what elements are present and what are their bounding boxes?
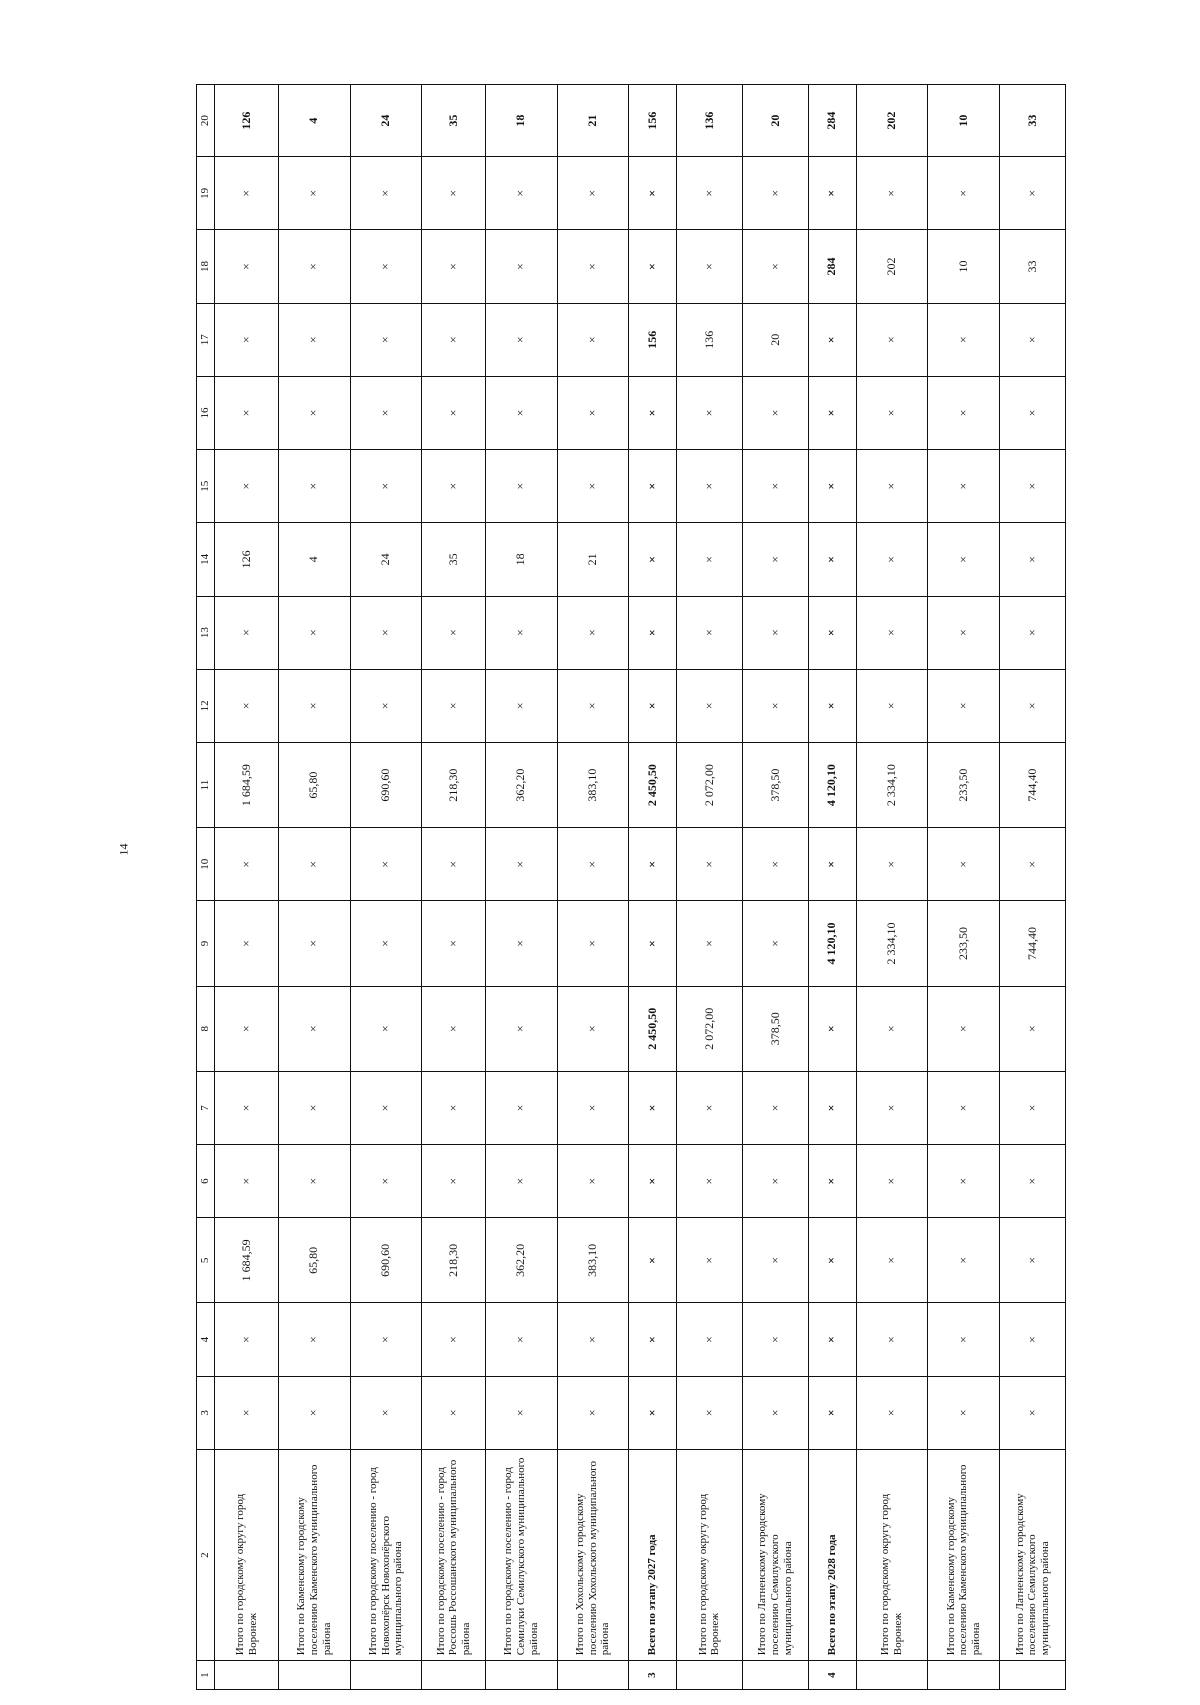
- value-cell: 10: [928, 230, 1000, 303]
- value-cell: ×: [557, 230, 629, 303]
- value-cell: 2 334,10: [856, 901, 928, 986]
- value-cell: ×: [742, 376, 808, 449]
- header-row: [197, 85, 215, 1690]
- value-cell: ×: [557, 1376, 629, 1449]
- value-cell: ×: [999, 303, 1065, 376]
- row-label-cell: Всего по этапу 2027 года: [629, 1449, 677, 1660]
- table-row: [215, 85, 279, 1690]
- value-cell: ×: [676, 157, 742, 230]
- row-label-cell: Итого по городскому поселению - город Россошь Россошанского муниципального района: [422, 1449, 486, 1660]
- value-cell: ×: [928, 1218, 1000, 1303]
- value-cell: ×: [808, 303, 856, 376]
- value-cell: ×: [278, 450, 350, 523]
- row-number-cell: [676, 1661, 742, 1690]
- header-cell: 2: [197, 1449, 215, 1660]
- value-cell: ×: [856, 986, 928, 1071]
- header-cell: 7: [197, 1071, 215, 1144]
- value-cell: ×: [278, 1303, 350, 1376]
- header-cell: 12: [197, 669, 215, 742]
- value-cell: ×: [629, 1218, 677, 1303]
- value-cell: 383,10: [557, 1218, 629, 1303]
- value-cell: ×: [742, 901, 808, 986]
- table-row: [676, 85, 742, 1690]
- value-cell: 202: [856, 85, 928, 157]
- value-cell: ×: [676, 1376, 742, 1449]
- table-row: [422, 85, 486, 1690]
- value-cell: ×: [485, 230, 557, 303]
- value-cell: ×: [808, 157, 856, 230]
- value-cell: ×: [422, 1071, 486, 1144]
- value-cell: 65,80: [278, 742, 350, 827]
- value-cell: 284: [808, 85, 856, 157]
- header-cell: 17: [197, 303, 215, 376]
- table-row: [485, 85, 557, 1690]
- value-cell: 4: [278, 523, 350, 596]
- value-cell: ×: [422, 596, 486, 669]
- value-cell: ×: [856, 376, 928, 449]
- header-cell: 5: [197, 1218, 215, 1303]
- value-cell: 2 072,00: [676, 742, 742, 827]
- value-cell: ×: [742, 1376, 808, 1449]
- value-cell: 65,80: [278, 1218, 350, 1303]
- value-cell: ×: [629, 1303, 677, 1376]
- value-cell: 233,50: [928, 742, 1000, 827]
- value-cell: ×: [856, 157, 928, 230]
- value-cell: ×: [485, 450, 557, 523]
- table-row: [742, 85, 808, 1690]
- header-cell: 14: [197, 523, 215, 596]
- value-cell: ×: [856, 1376, 928, 1449]
- value-cell: 24: [350, 85, 422, 157]
- value-cell: ×: [928, 828, 1000, 901]
- value-cell: ×: [422, 1376, 486, 1449]
- value-cell: ×: [999, 986, 1065, 1071]
- value-cell: ×: [742, 523, 808, 596]
- value-cell: ×: [422, 157, 486, 230]
- value-cell: 33: [999, 85, 1065, 157]
- value-cell: ×: [485, 1303, 557, 1376]
- table-row: [808, 85, 856, 1690]
- value-cell: 33: [999, 230, 1065, 303]
- value-cell: ×: [278, 596, 350, 669]
- value-cell: 156: [629, 303, 677, 376]
- value-cell: 284: [808, 230, 856, 303]
- value-cell: 690,60: [350, 1218, 422, 1303]
- value-cell: ×: [557, 1145, 629, 1218]
- value-cell: ×: [422, 376, 486, 449]
- table-row: [557, 85, 629, 1690]
- value-cell: 35: [422, 85, 486, 157]
- header-cell: 13: [197, 596, 215, 669]
- row-number-cell: [350, 1661, 422, 1690]
- row-label-cell: Итого по Каменскому городскому поселению Каменского муниципального района: [278, 1449, 350, 1660]
- value-cell: ×: [557, 901, 629, 986]
- row-label-cell: Всего по этапу 2028 года: [808, 1449, 856, 1660]
- value-cell: ×: [999, 450, 1065, 523]
- value-cell: ×: [808, 1071, 856, 1144]
- page-number: 14: [116, 843, 131, 856]
- header-cell: 1: [197, 1661, 215, 1690]
- value-cell: ×: [808, 1303, 856, 1376]
- value-cell: ×: [557, 1071, 629, 1144]
- row-number-cell: [278, 1661, 350, 1690]
- value-cell: ×: [676, 669, 742, 742]
- row-label-cell: Итого по Хохольскому городскому поселению Хохольского муниципального района: [557, 1449, 629, 1660]
- row-number-cell: [557, 1661, 629, 1690]
- value-cell: ×: [557, 1303, 629, 1376]
- value-cell: ×: [485, 1376, 557, 1449]
- value-cell: ×: [856, 828, 928, 901]
- value-cell: ×: [422, 669, 486, 742]
- value-cell: 136: [676, 85, 742, 157]
- value-cell: ×: [215, 230, 279, 303]
- value-cell: ×: [856, 1303, 928, 1376]
- header-cell: 16: [197, 376, 215, 449]
- row-number-cell: [999, 1661, 1065, 1690]
- value-cell: ×: [215, 450, 279, 523]
- value-cell: 218,30: [422, 1218, 486, 1303]
- header-cell: 6: [197, 1145, 215, 1218]
- value-cell: 4: [278, 85, 350, 157]
- value-cell: ×: [422, 450, 486, 523]
- value-cell: ×: [629, 901, 677, 986]
- value-cell: ×: [742, 157, 808, 230]
- value-cell: 744,40: [999, 901, 1065, 986]
- value-cell: 21: [557, 85, 629, 157]
- value-cell: ×: [485, 157, 557, 230]
- value-cell: ×: [485, 1071, 557, 1144]
- value-cell: ×: [676, 230, 742, 303]
- value-cell: ×: [742, 1071, 808, 1144]
- value-cell: ×: [676, 523, 742, 596]
- table-row: [856, 85, 928, 1690]
- value-cell: 383,10: [557, 742, 629, 827]
- value-cell: ×: [742, 669, 808, 742]
- value-cell: ×: [676, 901, 742, 986]
- value-cell: ×: [278, 230, 350, 303]
- value-cell: ×: [676, 450, 742, 523]
- value-cell: ×: [350, 596, 422, 669]
- value-cell: ×: [557, 450, 629, 523]
- value-cell: ×: [629, 230, 677, 303]
- data-table: [196, 84, 1066, 1690]
- value-cell: 1 684,59: [215, 742, 279, 827]
- value-cell: ×: [742, 828, 808, 901]
- value-cell: ×: [557, 669, 629, 742]
- value-cell: ×: [808, 1218, 856, 1303]
- value-cell: ×: [808, 450, 856, 523]
- row-label-cell: Итого по городскому поселению - город Семилуки Семилукского муниципального района: [485, 1449, 557, 1660]
- value-cell: ×: [350, 1376, 422, 1449]
- header-cell: 18: [197, 230, 215, 303]
- value-cell: ×: [629, 669, 677, 742]
- value-cell: ×: [999, 1071, 1065, 1144]
- value-cell: ×: [278, 669, 350, 742]
- value-cell: 362,20: [485, 1218, 557, 1303]
- value-cell: ×: [350, 230, 422, 303]
- value-cell: ×: [422, 303, 486, 376]
- row-number-cell: 3: [629, 1661, 677, 1690]
- value-cell: 378,50: [742, 986, 808, 1071]
- header-cell: 15: [197, 450, 215, 523]
- value-cell: ×: [557, 596, 629, 669]
- table-row: [278, 85, 350, 1690]
- value-cell: ×: [278, 1145, 350, 1218]
- value-cell: ×: [278, 986, 350, 1071]
- row-label-cell: Итого по городскому округу город Воронеж: [215, 1449, 279, 1660]
- value-cell: ×: [350, 901, 422, 986]
- value-cell: ×: [928, 669, 1000, 742]
- value-cell: ×: [999, 1218, 1065, 1303]
- value-cell: ×: [856, 450, 928, 523]
- value-cell: ×: [422, 986, 486, 1071]
- value-cell: ×: [350, 450, 422, 523]
- rotated-table-container: [196, 84, 1066, 1690]
- row-number-cell: [856, 1661, 928, 1690]
- value-cell: ×: [350, 303, 422, 376]
- row-number-cell: [485, 1661, 557, 1690]
- value-cell: 2 072,00: [676, 986, 742, 1071]
- value-cell: 2 450,50: [629, 742, 677, 827]
- value-cell: ×: [557, 828, 629, 901]
- value-cell: ×: [808, 523, 856, 596]
- value-cell: 126: [215, 523, 279, 596]
- value-cell: 1 684,59: [215, 1218, 279, 1303]
- value-cell: ×: [278, 828, 350, 901]
- value-cell: ×: [215, 1303, 279, 1376]
- value-cell: ×: [557, 303, 629, 376]
- value-cell: ×: [557, 157, 629, 230]
- value-cell: ×: [278, 303, 350, 376]
- value-cell: ×: [928, 523, 1000, 596]
- value-cell: ×: [856, 1071, 928, 1144]
- value-cell: ×: [999, 1145, 1065, 1218]
- value-cell: 126: [215, 85, 279, 157]
- value-cell: ×: [629, 376, 677, 449]
- header-cell: 19: [197, 157, 215, 230]
- value-cell: 24: [350, 523, 422, 596]
- value-cell: ×: [629, 1376, 677, 1449]
- value-cell: ×: [215, 1145, 279, 1218]
- value-cell: ×: [215, 1376, 279, 1449]
- row-number-cell: [422, 1661, 486, 1690]
- value-cell: ×: [557, 986, 629, 1071]
- header-cell: 20: [197, 85, 215, 157]
- value-cell: ×: [928, 986, 1000, 1071]
- value-cell: 18: [485, 523, 557, 596]
- value-cell: ×: [629, 1145, 677, 1218]
- value-cell: ×: [350, 1145, 422, 1218]
- value-cell: ×: [485, 376, 557, 449]
- value-cell: ×: [928, 376, 1000, 449]
- value-cell: ×: [808, 596, 856, 669]
- table-row: [999, 85, 1065, 1690]
- row-label-cell: Итого по Латненскому городскому поселению Семилукского муниципального района: [999, 1449, 1065, 1660]
- value-cell: ×: [350, 157, 422, 230]
- header-cell: 4: [197, 1303, 215, 1376]
- value-cell: ×: [676, 1145, 742, 1218]
- value-cell: ×: [422, 828, 486, 901]
- row-label-cell: Итого по Латненскому городскому поселению Семилукского муниципального района: [742, 1449, 808, 1660]
- value-cell: ×: [215, 901, 279, 986]
- row-label-cell: Итого по городскому округу город Воронеж: [676, 1449, 742, 1660]
- value-cell: 20: [742, 303, 808, 376]
- table-row: [928, 85, 1000, 1690]
- table-body: [197, 85, 1066, 1690]
- value-cell: 378,50: [742, 742, 808, 827]
- value-cell: ×: [557, 376, 629, 449]
- value-cell: ×: [928, 1071, 1000, 1144]
- value-cell: ×: [485, 669, 557, 742]
- value-cell: ×: [928, 1303, 1000, 1376]
- value-cell: ×: [742, 1218, 808, 1303]
- value-cell: ×: [629, 1071, 677, 1144]
- value-cell: ×: [215, 1071, 279, 1144]
- value-cell: ×: [999, 1376, 1065, 1449]
- value-cell: ×: [215, 669, 279, 742]
- value-cell: ×: [742, 450, 808, 523]
- value-cell: ×: [278, 376, 350, 449]
- value-cell: ×: [808, 669, 856, 742]
- header-cell: 3: [197, 1376, 215, 1449]
- value-cell: ×: [215, 157, 279, 230]
- value-cell: ×: [485, 303, 557, 376]
- value-cell: ×: [215, 828, 279, 901]
- value-cell: 35: [422, 523, 486, 596]
- value-cell: ×: [676, 828, 742, 901]
- value-cell: ×: [422, 901, 486, 986]
- value-cell: ×: [422, 230, 486, 303]
- value-cell: ×: [278, 157, 350, 230]
- row-number-cell: [215, 1661, 279, 1690]
- value-cell: ×: [350, 376, 422, 449]
- table-row: [350, 85, 422, 1690]
- value-cell: ×: [928, 1376, 1000, 1449]
- value-cell: ×: [676, 1071, 742, 1144]
- value-cell: ×: [485, 596, 557, 669]
- value-cell: ×: [676, 1218, 742, 1303]
- value-cell: ×: [422, 1303, 486, 1376]
- value-cell: ×: [676, 1303, 742, 1376]
- value-cell: ×: [808, 828, 856, 901]
- value-cell: ×: [629, 523, 677, 596]
- value-cell: ×: [485, 986, 557, 1071]
- value-cell: ×: [999, 523, 1065, 596]
- value-cell: ×: [350, 828, 422, 901]
- value-cell: ×: [999, 157, 1065, 230]
- value-cell: 690,60: [350, 742, 422, 827]
- value-cell: ×: [485, 828, 557, 901]
- value-cell: ×: [278, 901, 350, 986]
- value-cell: ×: [742, 230, 808, 303]
- value-cell: 744,40: [999, 742, 1065, 827]
- value-cell: 18: [485, 85, 557, 157]
- value-cell: 2 334,10: [856, 742, 928, 827]
- value-cell: 10: [928, 85, 1000, 157]
- value-cell: ×: [215, 986, 279, 1071]
- value-cell: 362,20: [485, 742, 557, 827]
- value-cell: ×: [350, 986, 422, 1071]
- table-row: [629, 85, 677, 1690]
- header-cell: 10: [197, 828, 215, 901]
- value-cell: ×: [215, 376, 279, 449]
- value-cell: ×: [856, 523, 928, 596]
- row-number-cell: [742, 1661, 808, 1690]
- row-number-cell: [928, 1661, 1000, 1690]
- value-cell: ×: [350, 1071, 422, 1144]
- value-cell: ×: [215, 303, 279, 376]
- value-cell: ×: [808, 376, 856, 449]
- value-cell: ×: [999, 376, 1065, 449]
- value-cell: 202: [856, 230, 928, 303]
- row-label-cell: Итого по Каменскому городскому поселению Каменского муниципального района: [928, 1449, 1000, 1660]
- value-cell: ×: [856, 1218, 928, 1303]
- value-cell: 218,30: [422, 742, 486, 827]
- value-cell: ×: [350, 1303, 422, 1376]
- value-cell: ×: [422, 1145, 486, 1218]
- value-cell: 4 120,10: [808, 742, 856, 827]
- row-label-cell: Итого по городскому поселению - город Новохопёрск Новохопёрского муниципального района: [350, 1449, 422, 1660]
- value-cell: ×: [742, 1303, 808, 1376]
- value-cell: ×: [928, 450, 1000, 523]
- value-cell: 20: [742, 85, 808, 157]
- value-cell: ×: [742, 596, 808, 669]
- value-cell: ×: [742, 1145, 808, 1218]
- row-label-cell: Итого по городскому округу город Воронеж: [856, 1449, 928, 1660]
- value-cell: ×: [350, 669, 422, 742]
- value-cell: ×: [215, 596, 279, 669]
- value-cell: ×: [629, 596, 677, 669]
- value-cell: 4 120,10: [808, 901, 856, 986]
- value-cell: ×: [808, 1376, 856, 1449]
- value-cell: ×: [676, 596, 742, 669]
- value-cell: ×: [928, 303, 1000, 376]
- value-cell: ×: [856, 1145, 928, 1218]
- value-cell: ×: [808, 1145, 856, 1218]
- value-cell: ×: [999, 828, 1065, 901]
- value-cell: ×: [999, 596, 1065, 669]
- value-cell: ×: [928, 1145, 1000, 1218]
- value-cell: ×: [999, 1303, 1065, 1376]
- value-cell: 2 450,50: [629, 986, 677, 1071]
- value-cell: 21: [557, 523, 629, 596]
- value-cell: 156: [629, 85, 677, 157]
- value-cell: 233,50: [928, 901, 1000, 986]
- value-cell: ×: [928, 596, 1000, 669]
- value-cell: ×: [629, 828, 677, 901]
- value-cell: ×: [928, 157, 1000, 230]
- header-cell: 8: [197, 986, 215, 1071]
- value-cell: ×: [278, 1376, 350, 1449]
- header-cell: 9: [197, 901, 215, 986]
- value-cell: ×: [676, 376, 742, 449]
- row-number-cell: 4: [808, 1661, 856, 1690]
- value-cell: ×: [629, 157, 677, 230]
- value-cell: ×: [856, 303, 928, 376]
- value-cell: ×: [629, 450, 677, 523]
- value-cell: ×: [856, 669, 928, 742]
- value-cell: 136: [676, 303, 742, 376]
- value-cell: ×: [278, 1071, 350, 1144]
- value-cell: ×: [808, 986, 856, 1071]
- header-cell: 11: [197, 742, 215, 827]
- value-cell: ×: [999, 669, 1065, 742]
- value-cell: ×: [485, 1145, 557, 1218]
- value-cell: ×: [856, 596, 928, 669]
- value-cell: ×: [485, 901, 557, 986]
